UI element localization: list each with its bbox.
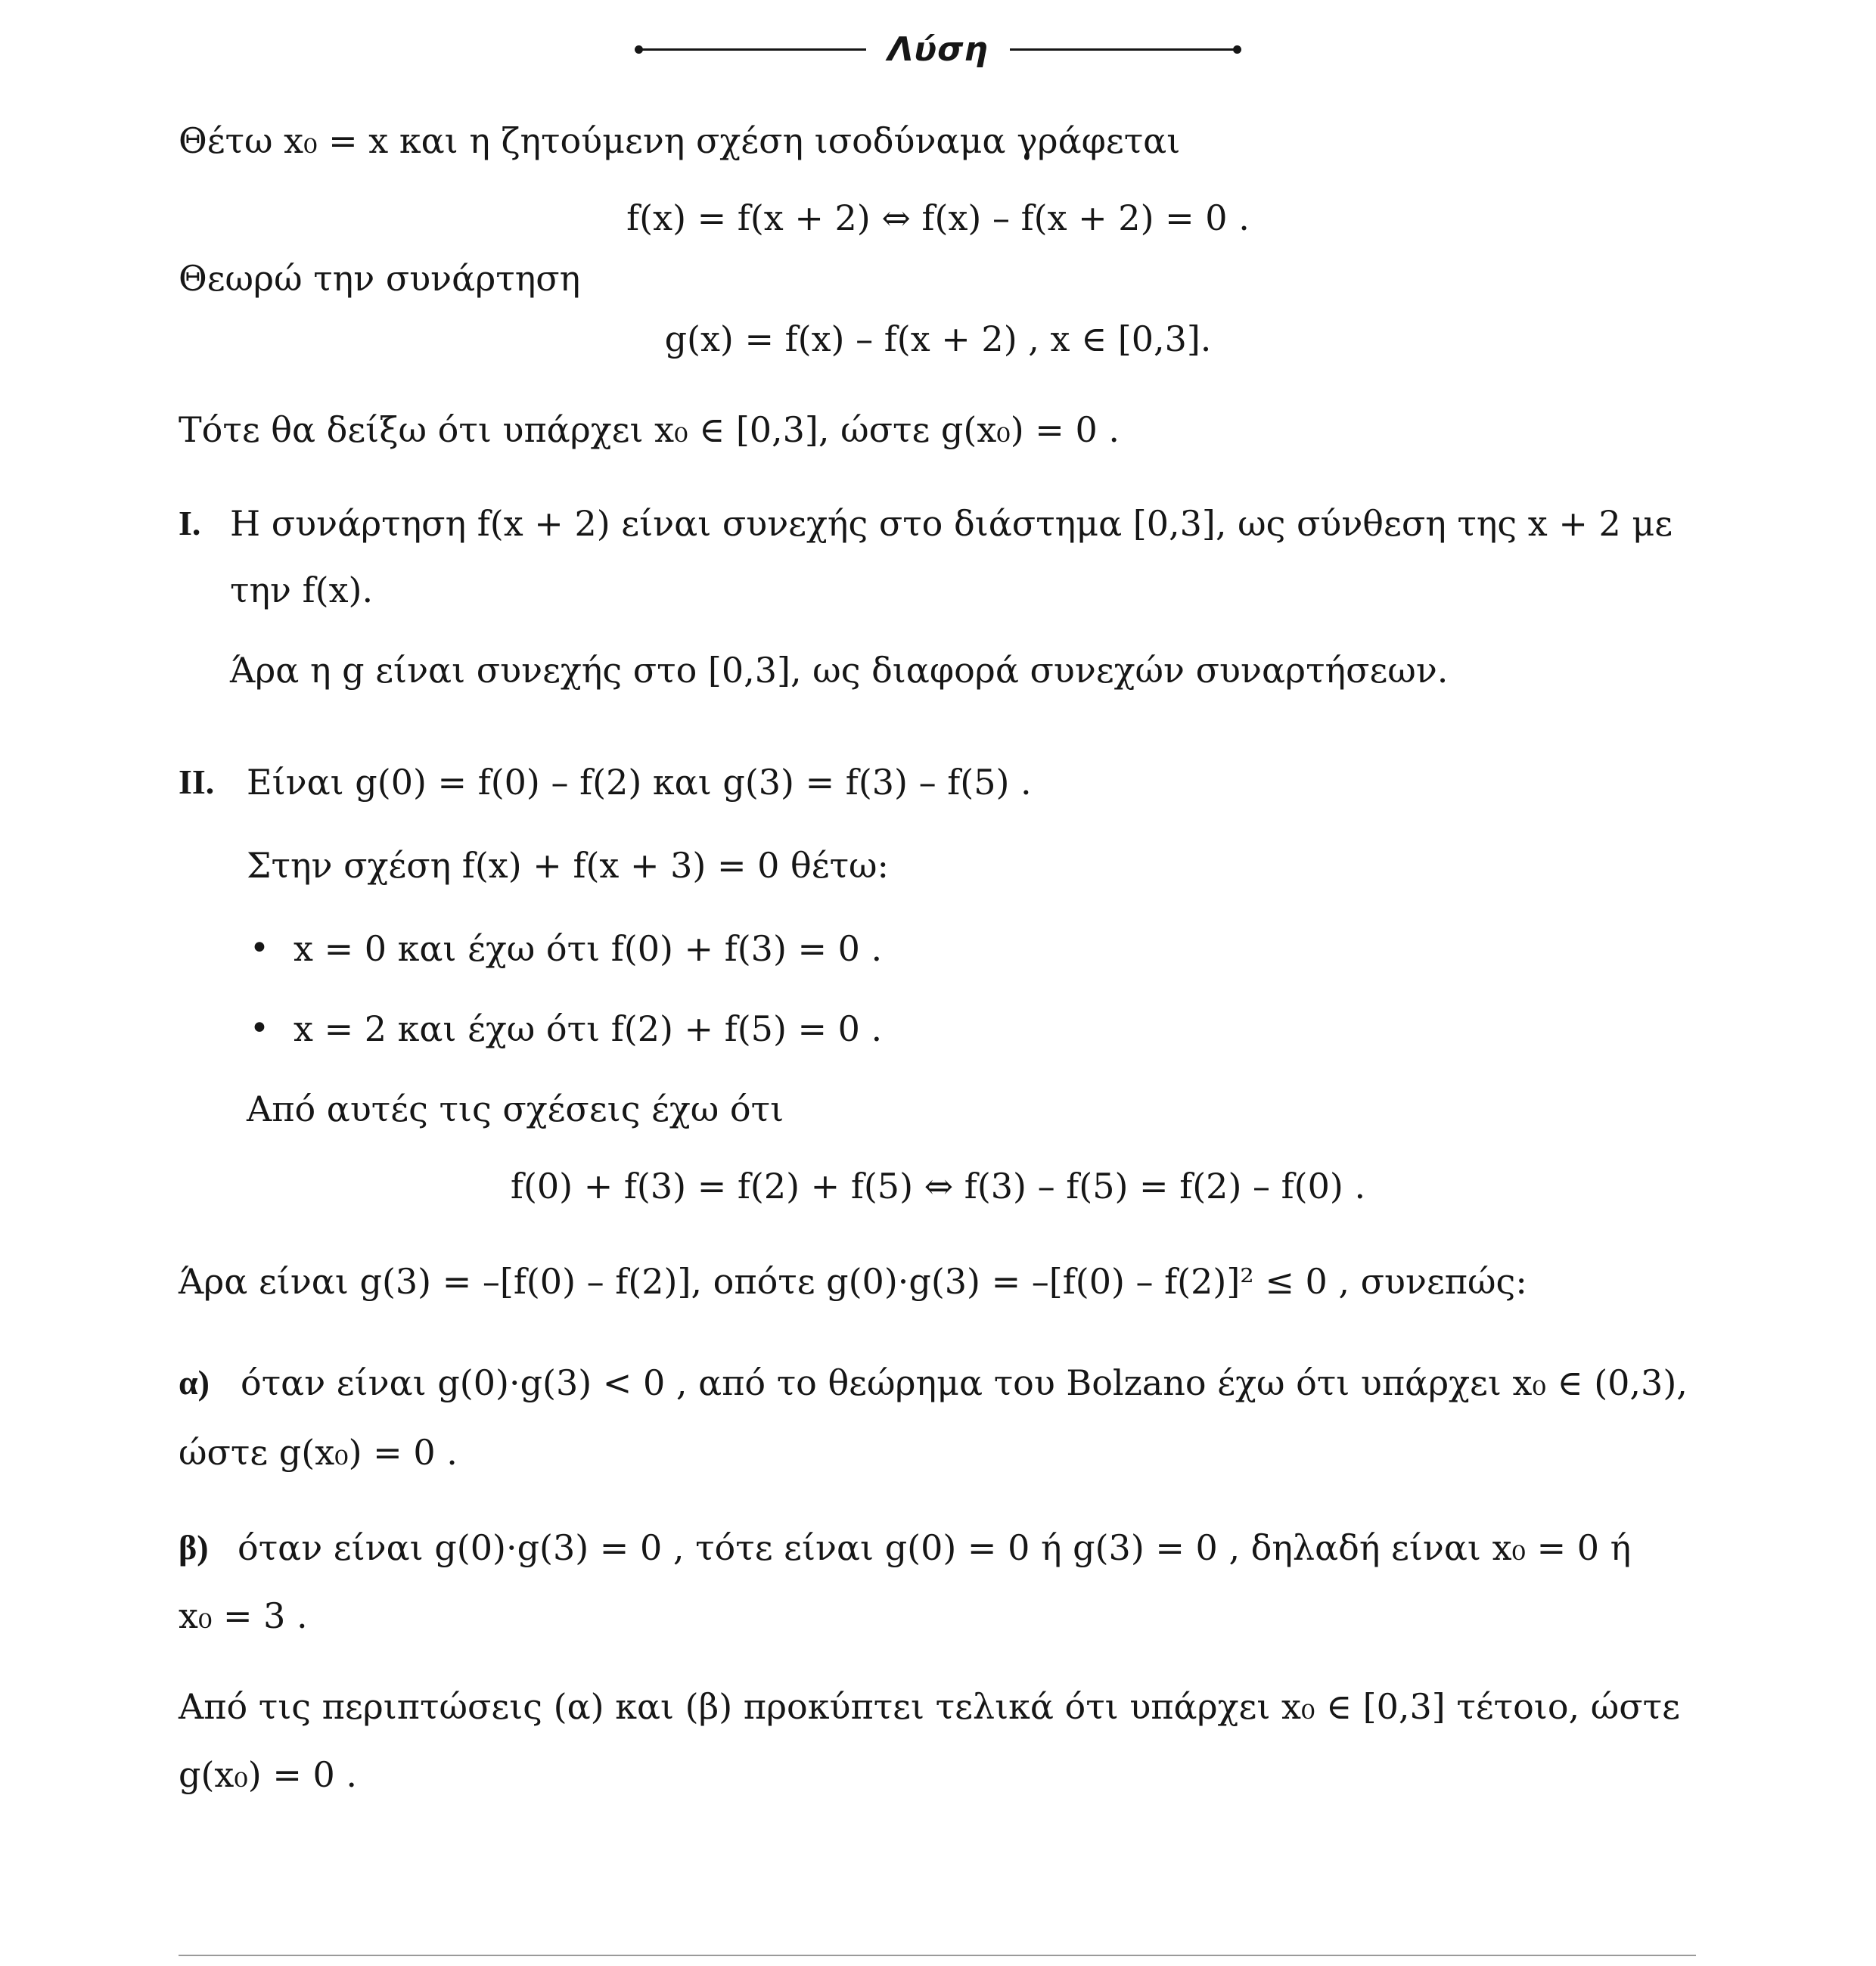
case-a-line-2: ώστε g(x₀) = 0 . [179, 1432, 458, 1473]
step-ii-line-2: Στην σχέση f(x) + f(x + 3) = 0 θέτω: [247, 845, 890, 886]
relations-line: Από αυτές τις σχέσεις έχω ότι [247, 1089, 784, 1129]
step-i-label: I. [179, 504, 201, 542]
equation-1: f(x) = f(x + 2) ⇔ f(x) – f(x + 2) = 0 . [626, 197, 1250, 238]
bullet-1: • [250, 929, 269, 967]
step-ii-line-1: Είναι g(0) = f(0) – f(2) και g(3) = f(3) – f(5) . [247, 762, 1032, 803]
solution-header [0, 30, 1876, 69]
bullet-2: • [250, 1009, 269, 1048]
goal-line: Τότε θα δείξω ότι υπάρχει x₀ ∈ [0,3], ώστε g(x₀) = 0 . [179, 409, 1120, 450]
step-i-line-1: Η συνάρτηση f(x + 2) είναι συνεχής στο διάστημα [0,3], ως σύνθεση της x + 2 με [230, 503, 1673, 544]
conclusion-line-2: g(x₀) = 0 . [179, 1754, 358, 1795]
header-rule-right [1010, 48, 1237, 51]
case-b-label: β) [179, 1528, 209, 1567]
intro-line: Θέτω x₀ = x και η ζητούμενη σχέση ισοδύναμα γράφεται [179, 120, 1181, 161]
equation-g: g(x) = f(x) – f(x + 2) , x ∈ [0,3]. [664, 318, 1212, 359]
step-i-line-2: την f(x). [230, 570, 374, 610]
case-b-line-1: όταν είναι g(0)·g(3) = 0 , τότε είναι g(0) = 0 ή g(3) = 0 , δηλαδή είναι x₀ = 0 ή [238, 1527, 1632, 1568]
bullet-item-2: x = 2 και έχω ότι f(2) + f(5) = 0 . [294, 1008, 883, 1049]
bullet-item-1: x = 0 και έχω ότι f(0) + f(3) = 0 . [294, 928, 883, 969]
step-ii-label: II. [179, 762, 215, 801]
solution-title: Λύση [887, 30, 989, 69]
define-function-line: Θεωρώ την συνάρτηση [179, 258, 581, 299]
step-i-conclusion: Άρα η g είναι συνεχής στο [0,3], ως διαφορά συνεχών συναρτήσεων. [230, 650, 1449, 691]
product-line: Άρα είναι g(3) = –[f(0) – f(2)], οπότε g(0)·g(3) = –[f(0) – f(2)]² ≤ 0 , συνεπώς: [179, 1261, 1527, 1302]
header-rule-left [639, 48, 866, 51]
case-a-label: α) [179, 1363, 210, 1402]
case-a-line-1: όταν είναι g(0)·g(3) < 0 , από το θεώρημα του Bolzano έχω ότι υπάρχει x₀ ∈ (0,3), [241, 1362, 1688, 1403]
conclusion-line-1: Από τις περιπτώσεις (α) και (β) προκύπτει τελικά ότι υπάρχει x₀ ∈ [0,3] τέτοιο, ώστε [179, 1686, 1680, 1727]
case-b-line-2: x₀ = 3 . [179, 1595, 308, 1636]
equation-relations: f(0) + f(3) = f(2) + f(5) ⇔ f(3) – f(5) = f(2) – f(0) . [510, 1166, 1366, 1207]
footer-rule [179, 1955, 1696, 1956]
